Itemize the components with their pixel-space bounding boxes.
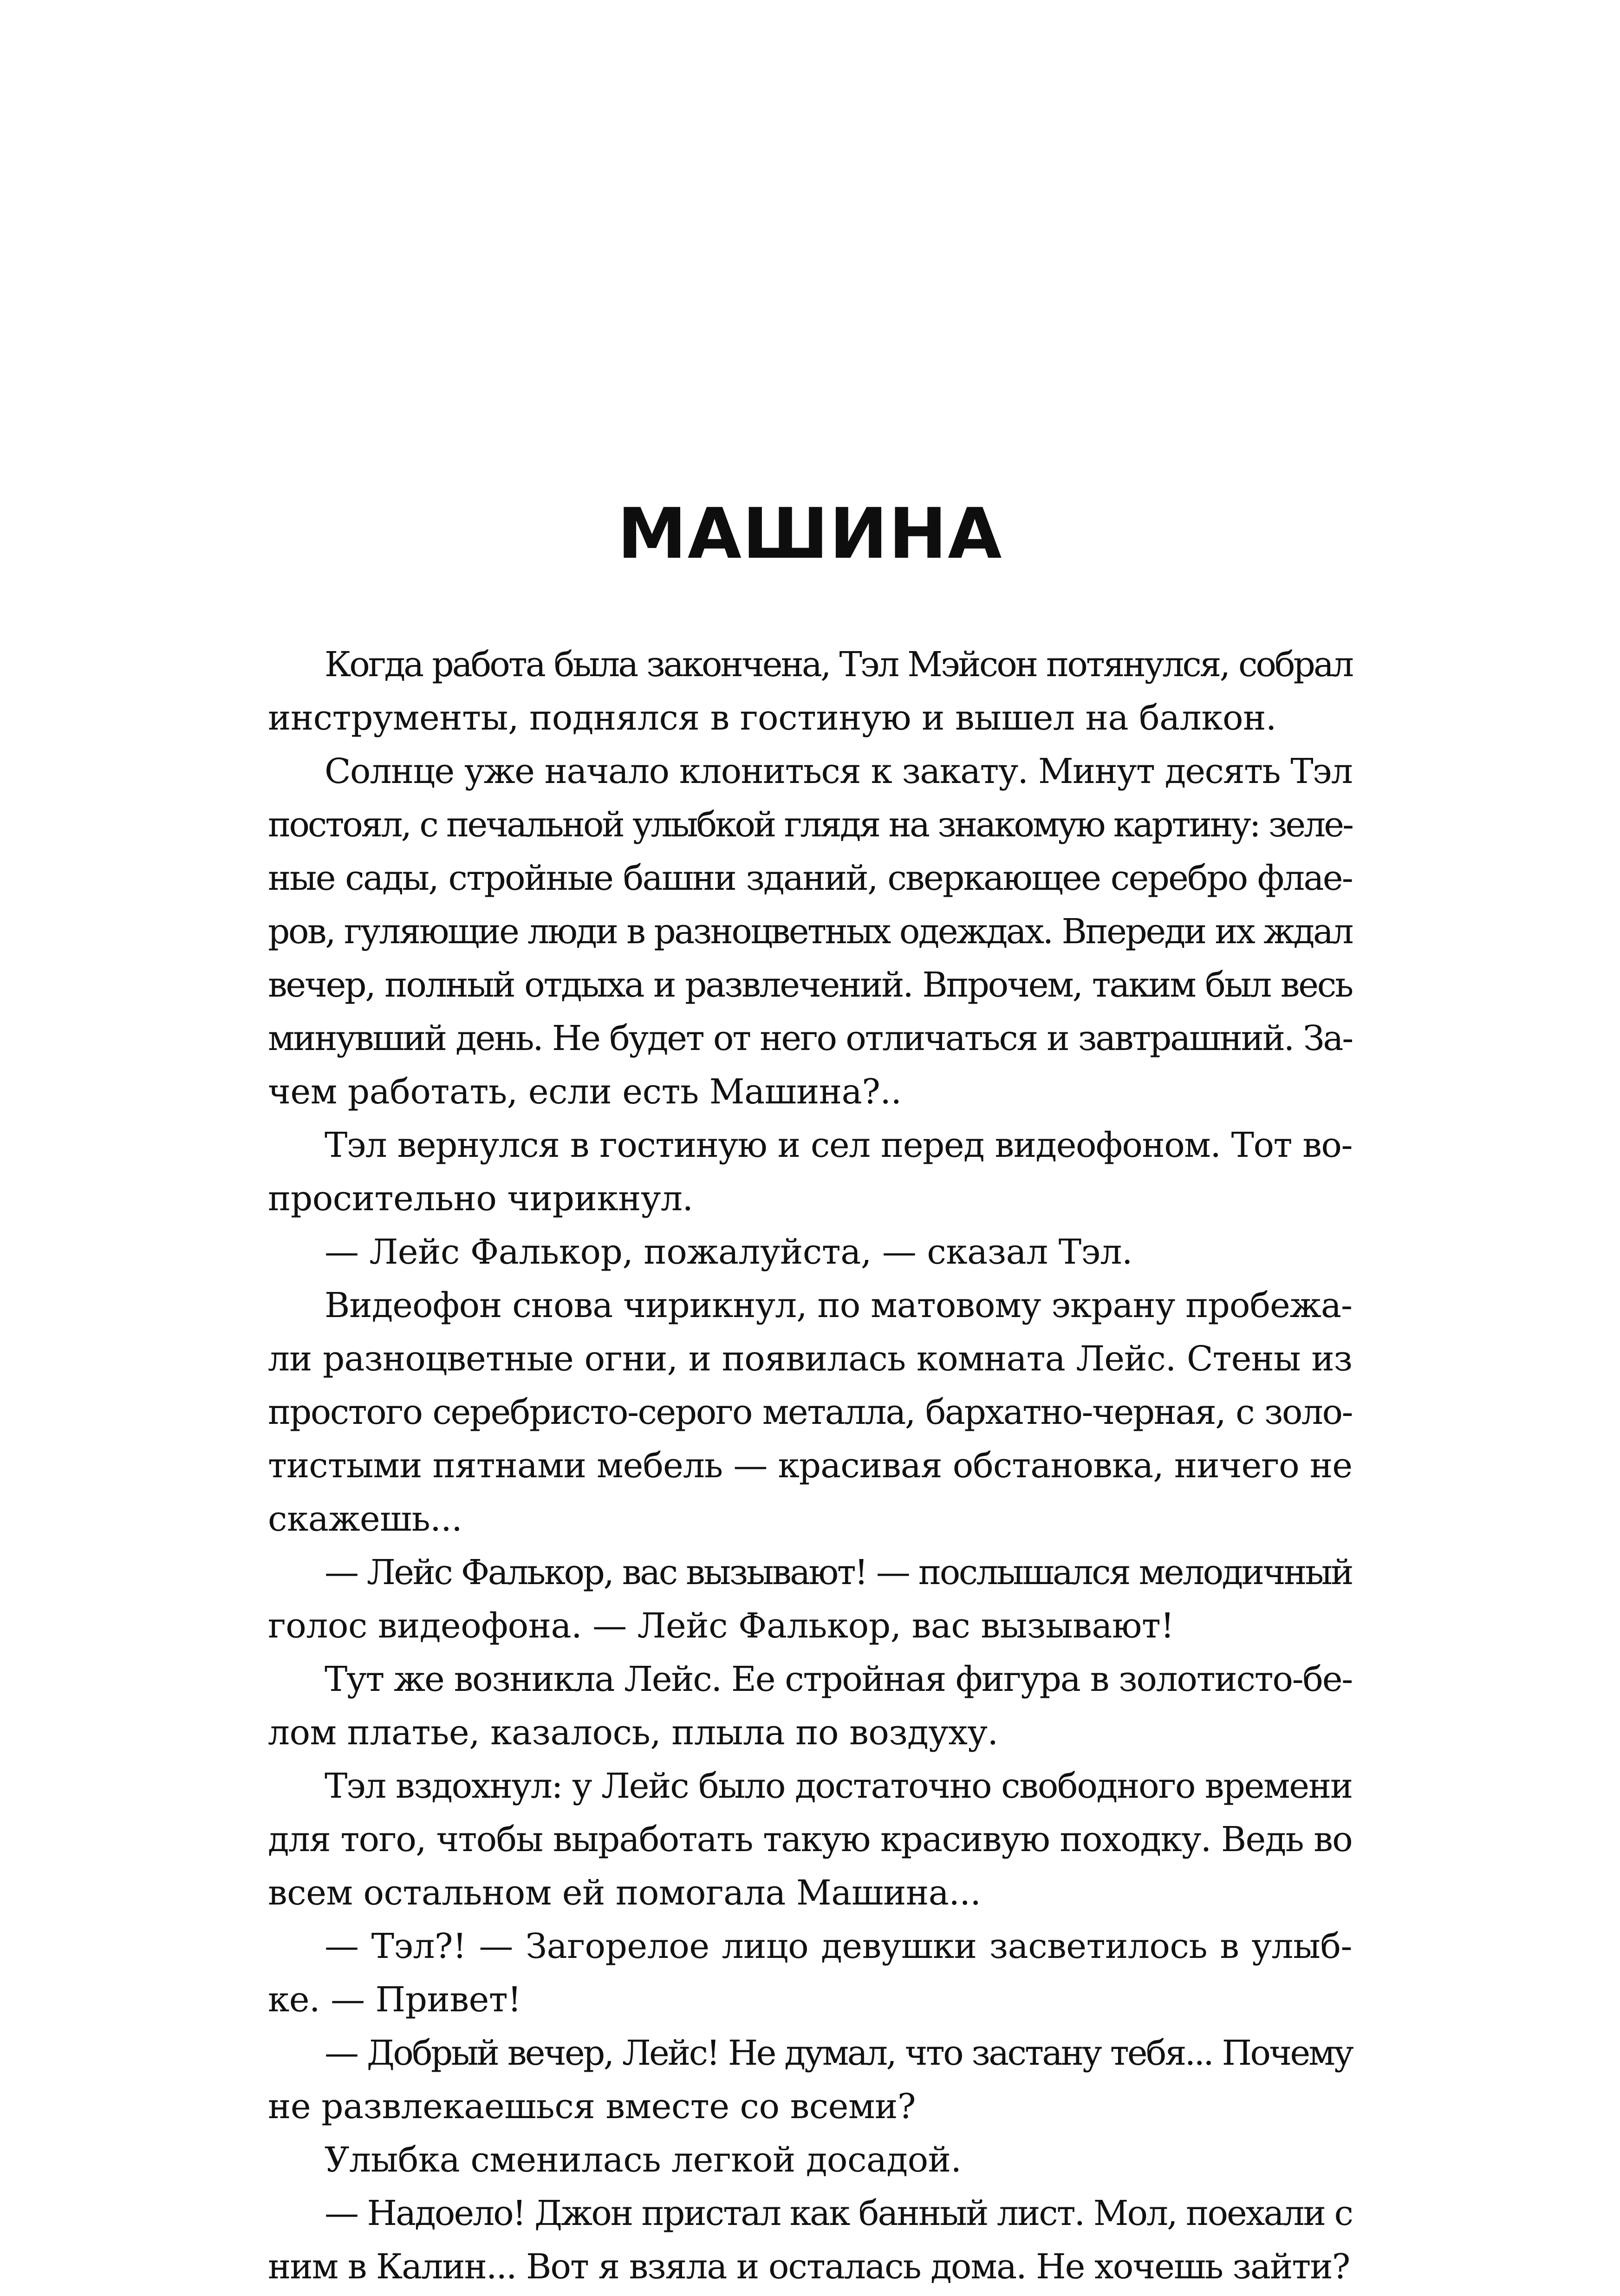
- text-line: скажешь...: [268, 1499, 462, 1539]
- text-line: минувший день. Не будет от него отличаться и завтрашний. За-: [268, 1018, 1352, 1058]
- text-line: инструменты, поднялся в гостиную и вышел на балкон.: [268, 698, 1276, 738]
- text-line: Когда работа была закончена, Тэл Мэйсон потянулся, собрал: [325, 645, 1352, 685]
- text-line: тистыми пятнами мебель — красивая обстановка, ничего не: [268, 1446, 1352, 1486]
- text-line: постоял, с печальной улыбкой глядя на знакомую картину: зеле-: [268, 805, 1352, 845]
- chapter-body-text: [268, 638, 1352, 2294]
- text-line: ные сады, стройные башни зданий, сверкающее серебро флае-: [268, 858, 1352, 898]
- text-line: всем остальном ей помогала Машина...: [268, 1873, 981, 1913]
- text-line: ров, гуляющие люди в разноцветных одеждах. Впереди их ждал: [268, 912, 1352, 952]
- text-line: Улыбка сменилась легкой досадой.: [325, 2140, 962, 2180]
- text-line: Тэл вернулся в гостиную и сел перед видеофоном. Тот во-: [325, 1125, 1352, 1165]
- text-line: просительно чирикнул.: [268, 1179, 693, 1219]
- text-line: — Лейс Фалькор, пожалуйста, — сказал Тэл.: [325, 1232, 1133, 1272]
- text-line: чем работать, если есть Машина?..: [268, 1072, 902, 1112]
- text-line: ли разноцветные огни, и появилась комната Лейс. Стены из: [268, 1339, 1352, 1379]
- text-line: — Надоело! Джон пристал как банный лист. Мол, поехали с: [325, 2193, 1352, 2233]
- text-line: лом платье, казалось, плыла по воздуху.: [268, 1713, 998, 1753]
- text-line: ним в Калин... Вот я взяла и осталась дома. Не хочешь зайти?: [268, 2247, 1350, 2287]
- text-line: Тут же возникла Лейс. Ее стройная фигура в золотисто-бе-: [325, 1659, 1352, 1699]
- text-line: — Тэл?! — Загорелое лицо девушки засветилось в улыб-: [325, 1926, 1352, 1966]
- text-line: Видеофон снова чирикнул, по матовому экрану пробежа-: [325, 1285, 1352, 1325]
- text-line: для того, чтобы выработать такую красивую походку. Ведь во: [268, 1820, 1352, 1859]
- text-line: — Лейс Фалькор, вас вызывают! — послышался мелодичный: [325, 1552, 1352, 1592]
- text-line: — Добрый вечер, Лейс! Не думал, что застану тебя... Почему: [325, 2033, 1352, 2073]
- text-line: не развлекаешься вместе со всеми?: [268, 2087, 916, 2126]
- text-line: вечер, полный отдыха и развлечений. Впрочем, таким был весь: [268, 965, 1352, 1005]
- text-line: простого серебристо-серого металла, бархатно-черная, с золо-: [268, 1392, 1352, 1432]
- text-line: Солнце уже начало клониться к закату. Минут десять Тэл: [325, 751, 1352, 791]
- text-line: голос видеофона. — Лейс Фалькор, вас вызывают!: [268, 1606, 1174, 1646]
- text-line: Тэл вздохнул: у Лейс было достаточно свободного времени: [325, 1766, 1352, 1806]
- chapter-title: МАШИНА: [617, 494, 1003, 574]
- text-line: ке. — Привет!: [268, 1980, 521, 2020]
